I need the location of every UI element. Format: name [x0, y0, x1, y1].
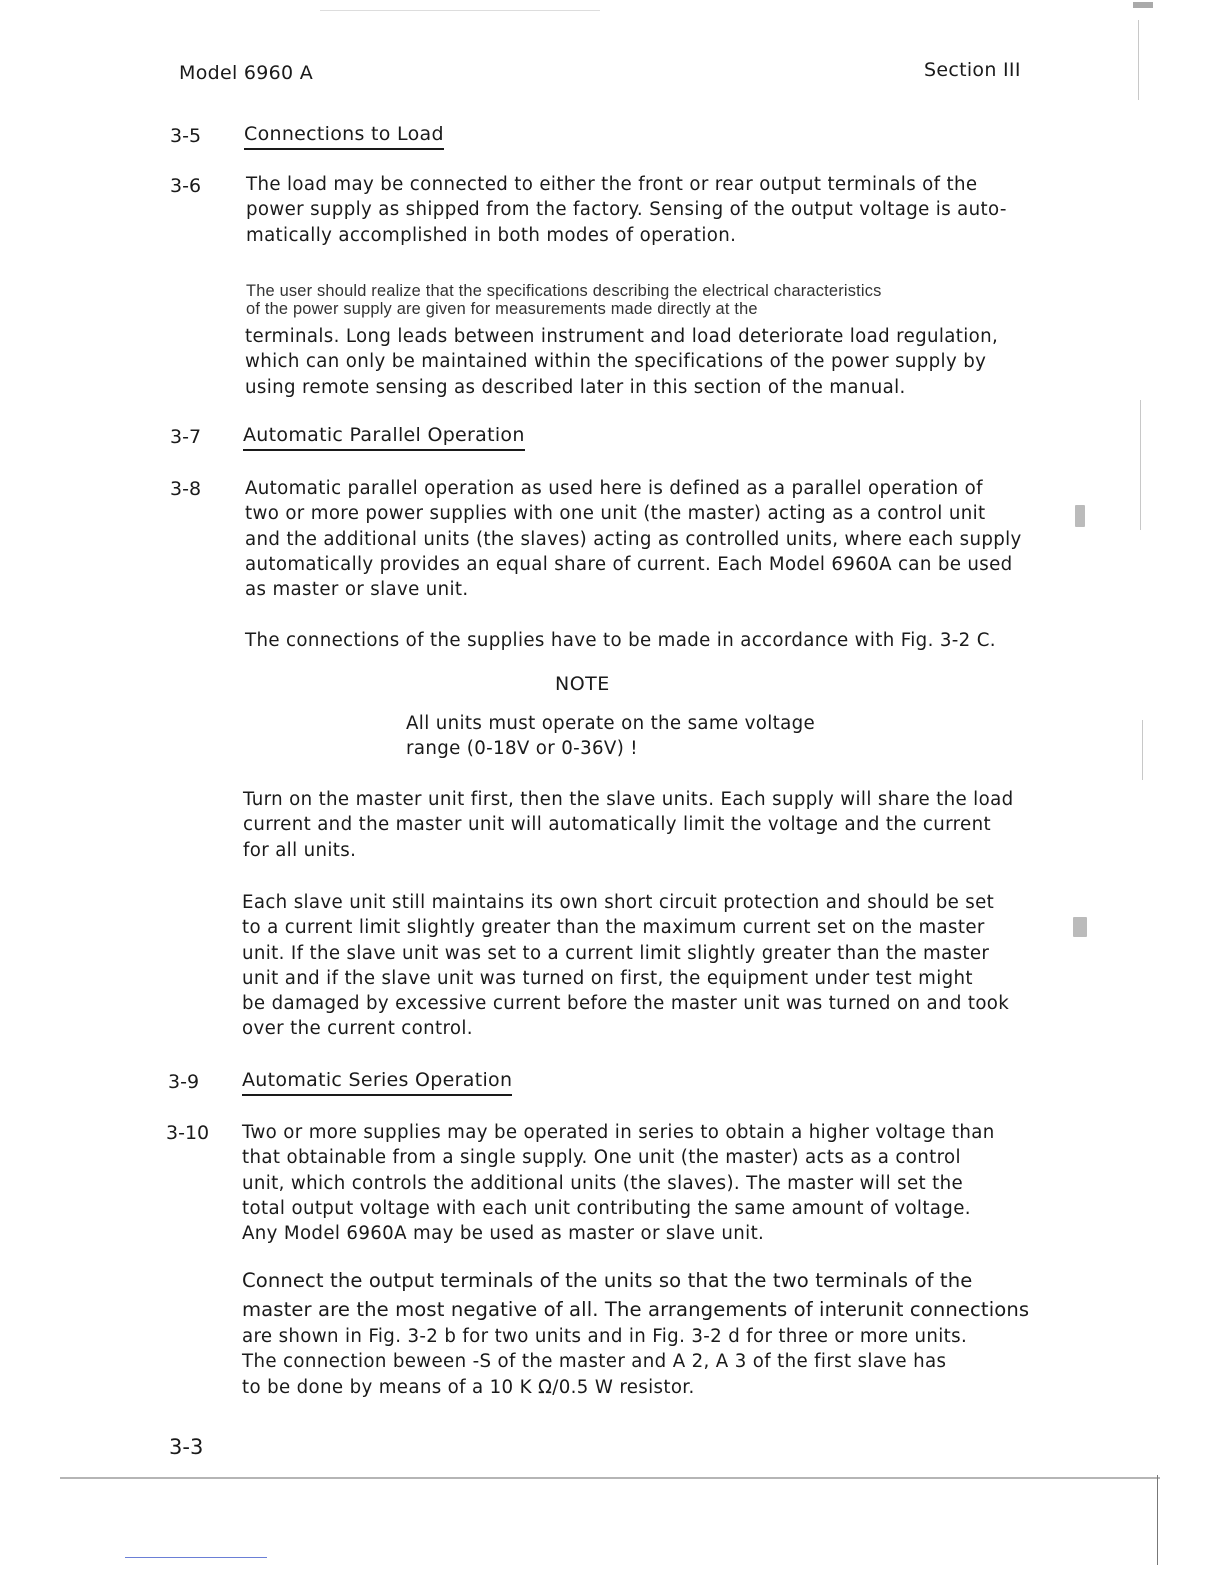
scan-line — [320, 10, 600, 11]
corner-mark — [1133, 2, 1153, 8]
section-heading-automatic-parallel-operation: Automatic Parallel Operation — [243, 424, 525, 446]
text-line: Turn on the master unit first, then the slave units. Each supply will share the load — [243, 789, 1014, 810]
paragraph-slave-protection — [242, 890, 1009, 1042]
paragraph-number: 3-5 — [170, 125, 202, 147]
text-line: current and the master unit will automatically limit the voltage and the current — [243, 814, 991, 836]
paragraph-number: 3-8 — [170, 478, 202, 500]
text-line: for all units. — [243, 839, 357, 861]
text-line: range (0-18V or 0-36V) ! — [406, 738, 638, 760]
text-line: terminals. Long leads between instrument and load deteriorate load regulation, — [245, 326, 999, 347]
bottom-rule — [125, 1557, 267, 1558]
paragraph-series-connections-cont — [242, 1324, 967, 1400]
text-line: and the additional units (the slaves) acting as controlled units, where each supply — [245, 528, 1022, 550]
text-line: The user should realize that the specifications describing the electrical characteristics — [246, 282, 882, 300]
margin-mark — [1157, 1475, 1158, 1565]
text-line: Connect the output terminals of the units so that the two terminals of the — [242, 1269, 973, 1292]
text-line: power supply as shipped from the factory. Sensing of the output voltage is auto- — [246, 199, 1007, 221]
text-line: to be done by means of a 10 K Ω/0.5 W resistor. — [242, 1376, 695, 1398]
note-body — [406, 711, 815, 762]
text-line: The connections of the supplies have to be made in accordance with Fig. 3-2 C. — [245, 630, 996, 651]
page-number: 3-3 — [169, 1435, 204, 1459]
text-line: using remote sensing as described later in this section of the manual. — [245, 376, 906, 398]
margin-mark — [1142, 720, 1143, 780]
text-line: Each slave unit still maintains its own short circuit protection and should be set — [242, 892, 995, 913]
paragraph-3-10 — [242, 1120, 995, 1246]
paragraph-number: 3-9 — [168, 1071, 200, 1093]
text-line: Any Model 6960A may be used as master or slave unit. — [242, 1223, 765, 1245]
section-header: Section III — [924, 59, 1021, 81]
text-line: automatically provides an equal share of current. Each Model 6960A can be used — [245, 553, 1013, 575]
text-line: matically accomplished in both modes of operation. — [246, 224, 737, 246]
text-line: to a current limit slightly greater than the maximum current set on the master — [242, 917, 985, 939]
text-line: Automatic parallel operation as used here is defined as a parallel operation of — [245, 478, 983, 499]
note-title: NOTE — [555, 673, 610, 695]
text-line: master are the most negative of all. The arrangements of interunit connections — [242, 1298, 1030, 1321]
text-line: two or more power supplies with one unit (the master) acting as a control unit — [245, 503, 986, 525]
text-line: that obtainable from a single supply. One unit (the master) acts as a control — [242, 1147, 961, 1169]
margin-mark — [1138, 20, 1139, 100]
paragraph-number: 3-6 — [170, 175, 202, 197]
text-line: be damaged by excessive current before the master unit was turned on and took — [242, 993, 1010, 1015]
text-line: The connection beween -S of the master and A 2, A 3 of the first slave has — [242, 1351, 947, 1373]
paragraph-series-connections — [242, 1266, 1029, 1324]
footer-rule — [60, 1477, 1160, 1479]
text-line: as master or slave unit. — [245, 579, 469, 601]
text-line: The load may be connected to either the front or rear output terminals of the — [246, 174, 978, 195]
text-line: unit and if the slave unit was turned on first, the equipment under test might — [242, 967, 973, 989]
text-line: of the power supply are given for measurements made directly at the — [246, 300, 758, 318]
section-heading-automatic-series-operation: Automatic Series Operation — [242, 1069, 512, 1091]
text-line: All units must operate on the same voltage — [406, 713, 816, 734]
text-line: Two or more supplies may be operated in series to obtain a higher voltage than — [242, 1122, 995, 1143]
paragraph-connections — [245, 628, 996, 653]
paragraph-3-6 — [246, 172, 1007, 248]
section-heading-connections-to-load: Connections to Load — [244, 123, 444, 145]
paragraph-specifications — [246, 282, 881, 318]
text-line: which can only be maintained within the specifications of the power supply by — [245, 351, 987, 373]
scan-speck — [1073, 917, 1087, 937]
paragraph-turn-on — [243, 787, 1013, 863]
margin-mark — [1140, 400, 1141, 530]
model-header: Model 6960 A — [179, 62, 314, 84]
text-line: unit, which controls the additional units (the slaves). The master will set the — [242, 1172, 963, 1194]
paragraph-number: 3-10 — [166, 1122, 210, 1144]
paragraph-3-8 — [245, 476, 1022, 602]
text-line: are shown in Fig. 3-2 b for two units and in Fig. 3-2 d for three or more units. — [242, 1326, 968, 1347]
text-line: total output voltage with each unit contributing the same amount of voltage. — [242, 1197, 971, 1219]
paragraph-specifications-cont — [245, 324, 998, 400]
scan-speck — [1075, 505, 1085, 527]
paragraph-number: 3-7 — [170, 426, 202, 448]
text-line: over the current control. — [242, 1018, 473, 1040]
text-line: unit. If the slave unit was set to a current limit slightly greater than the master — [242, 942, 990, 964]
